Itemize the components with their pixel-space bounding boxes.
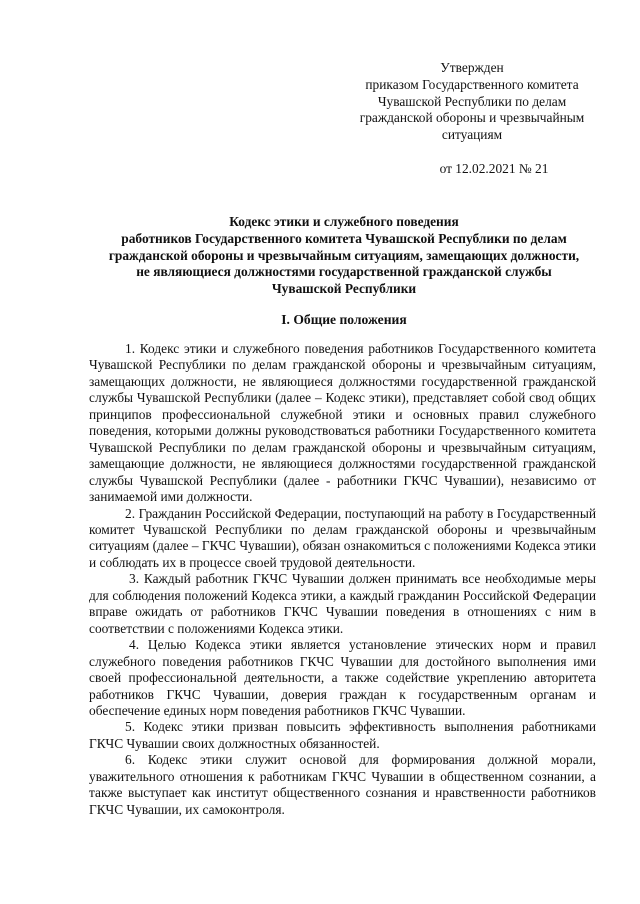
title-line: не являющиеся должностями государственной гражданской службы bbox=[136, 264, 552, 280]
document-title bbox=[80, 214, 608, 298]
approval-line: приказом Государственного комитета bbox=[365, 76, 579, 92]
section-heading: I. Общие положения bbox=[281, 312, 407, 327]
paragraph: 4. Целью Кодекса этики является установление этических норм и правил служебного поведения работников ГКЧС Чувашии для достойного выполнения ими своей профессиональной деятельности, а также содействие укреплению авторитета работников ГКЧС Чувашии, доверия граждан к государственным органам и обеспечение единых норм поведения работников ГКЧС Чувашии. bbox=[89, 637, 596, 718]
approval-line: Утвержден bbox=[440, 60, 504, 75]
approval-line: гражданской обороны и чрезвычайным bbox=[359, 110, 585, 126]
paragraph: 1. Кодекс этики и служебного поведения работников Государственного комитета Чувашской Республики по делам гражданской обороны и чрезвычайным ситуациям, замещающих должности, не являющиеся должностями государственной гражданской службы Чувашской Республики (далее – Кодекс этики), представляет собой свод общих принципов профессиональной служебной этики и основных правил служебного поведения, которыми должны руководствоваться работники Государственного комитета Чувашской Республики по делам гражданской обороны и чрезвычайным ситуациям, замещающие должности, не являющиеся должностями государственной гражданской службы Чувашской Республики (далее - работники ГКЧС Чувашии), независимо от занимаемой ими должности. bbox=[89, 341, 596, 505]
title-line: Чувашской Республики bbox=[271, 281, 417, 297]
title-line: работников Государственного комитета Чувашской Республики по делам bbox=[121, 230, 567, 246]
paragraph: 2. Гражданин Российской Федерации, поступающий на работу в Государственный комитет Чувашской Республики по делам гражданской обороны и чрезвычайным ситуациям (далее – ГКЧС Чувашии), обязан ознакомиться с положениями Кодекса этики и соблюдать их в процессе своей трудовой деятельности. bbox=[89, 505, 596, 570]
paragraph: 3. Каждый работник ГКЧС Чувашии должен принимать все необходимые меры для соблюдения положений Кодекса этики, а каждый гражданин Российской Федерации вправе ожидать от работников ГКЧС Чувашии поведения в отношениях с ним в соответствии с положениями Кодекса этики. bbox=[89, 571, 596, 636]
approval-date: от 12.02.2021 № 21 bbox=[439, 160, 549, 176]
approval-line: Чувашской Республики по делам bbox=[377, 93, 567, 109]
title-line: гражданской обороны и чрезвычайным ситуациям, замещающих должности, bbox=[108, 247, 580, 263]
title-line: Кодекс этики и служебного поведения bbox=[229, 214, 459, 229]
paragraph: 6. Кодекс этики служит основой для формирования должной морали, уважительного отношения к работникам ГКЧС Чувашии в общественном сознании, а также выступает как институт общественного сознания и нравственности работников ГКЧС Чувашии, их самоконтроля. bbox=[89, 752, 596, 817]
approval-line: ситуациям bbox=[441, 127, 503, 143]
document-body bbox=[89, 341, 596, 818]
approval-block bbox=[332, 60, 612, 178]
paragraph: 5. Кодекс этики призван повысить эффективность выполнения работниками ГКЧС Чувашии своих должностных обязанностей. bbox=[89, 719, 596, 751]
